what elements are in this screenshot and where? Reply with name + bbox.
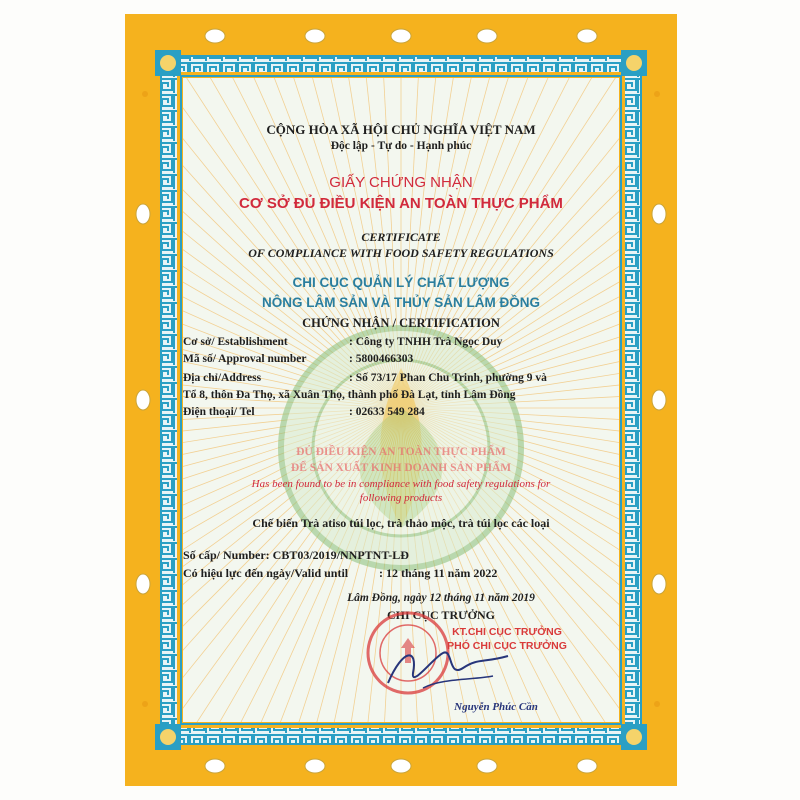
tel-label: Điện thoại/ Tel [183,406,255,418]
approval-row [183,353,619,369]
address-value: : Số 73/17 Phan Chu Trinh, phường 9 và [349,372,547,384]
compliance-en-line1: Has been found to be in compliance with food safety regulations for [251,478,551,490]
establishment-row [183,336,619,352]
tel-row [183,406,619,422]
certificate-body [183,78,619,722]
compliance-vi-line2: ĐỂ SẢN XUẤT KINH DOANH SẢN PHẨM [290,462,512,474]
country-motto: Độc lập - Tự do - Hạnh phúc [330,140,472,152]
deputy-stamp-line1: KT.CHI CỤC TRƯỞNG [452,626,562,638]
place-and-date: Lâm Đồng, ngày 12 tháng 11 năm 2019 [347,592,535,604]
certificate-subtitle-en: OF COMPLIANCE WITH FOOD SAFETY REGULATIONS [248,246,554,260]
address-label: Địa chỉ/Address [183,372,262,384]
certificate [125,14,677,786]
agency-name-line2: NÔNG LÂM SẢN VÀ THỦY SẢN LÂM ĐỒNG [261,295,540,310]
establishment-label: Cơ sở/ Establishment [183,336,288,348]
compliance-en-line2: following products [359,492,443,504]
certificate-number: Số cấp/ Number: CBT03/2019/NNPTNT-LĐ [183,548,409,562]
certificate-subtitle-vi: CƠ SỞ ĐỦ ĐIỀU KIỆN AN TOÀN THỰC PHẨM [239,195,563,212]
establishment-value: : Công ty TNHH Trà Ngọc Duy [349,336,503,348]
compliance-vi-line1: ĐỦ ĐIỀU KIỆN AN TOÀN THỰC PHẨM [296,446,506,458]
deputy-stamp-line2: PHÓ CHI CỤC TRƯỞNG [447,640,567,652]
country-header: CỘNG HÒA XÃ HỘI CHỦ NGHĨA VIỆT NAM [266,122,536,137]
valid-until-row [183,566,619,582]
approval-value: : 5800466303 [349,353,414,365]
valid-until-label: Có hiệu lực đến ngày/Valid until [183,566,349,580]
handwritten-signature [383,638,513,698]
products-text: Chế biến Trà atiso túi lọc, trà thảo mộc, trà túi lọc các loại [252,516,550,530]
signer-title: CHI CỤC TRƯỞNG [386,608,495,622]
certification-heading: CHỨNG NHẬN / CERTIFICATION [302,316,500,330]
tel-value: : 02633 549 284 [349,406,425,418]
certificate-title-vi: GIẤY CHỨNG NHẬN [329,174,473,191]
approval-label: Mã số/ Approval number [183,353,307,365]
address-line2: Tổ 8, thôn Đa Thọ, xã Xuân Thọ, thành phố Đà Lạt, tỉnh Lâm Đồng [183,389,516,401]
valid-until-value: : 12 tháng 11 năm 2022 [379,566,498,580]
agency-name-line1: CHI CỤC QUẢN LÝ CHẤT LƯỢNG [292,275,510,290]
signer-name: Nguyễn Phúc Cần [454,701,538,713]
certificate-title-en: CERTIFICATE [361,230,441,244]
address-row [183,372,619,388]
